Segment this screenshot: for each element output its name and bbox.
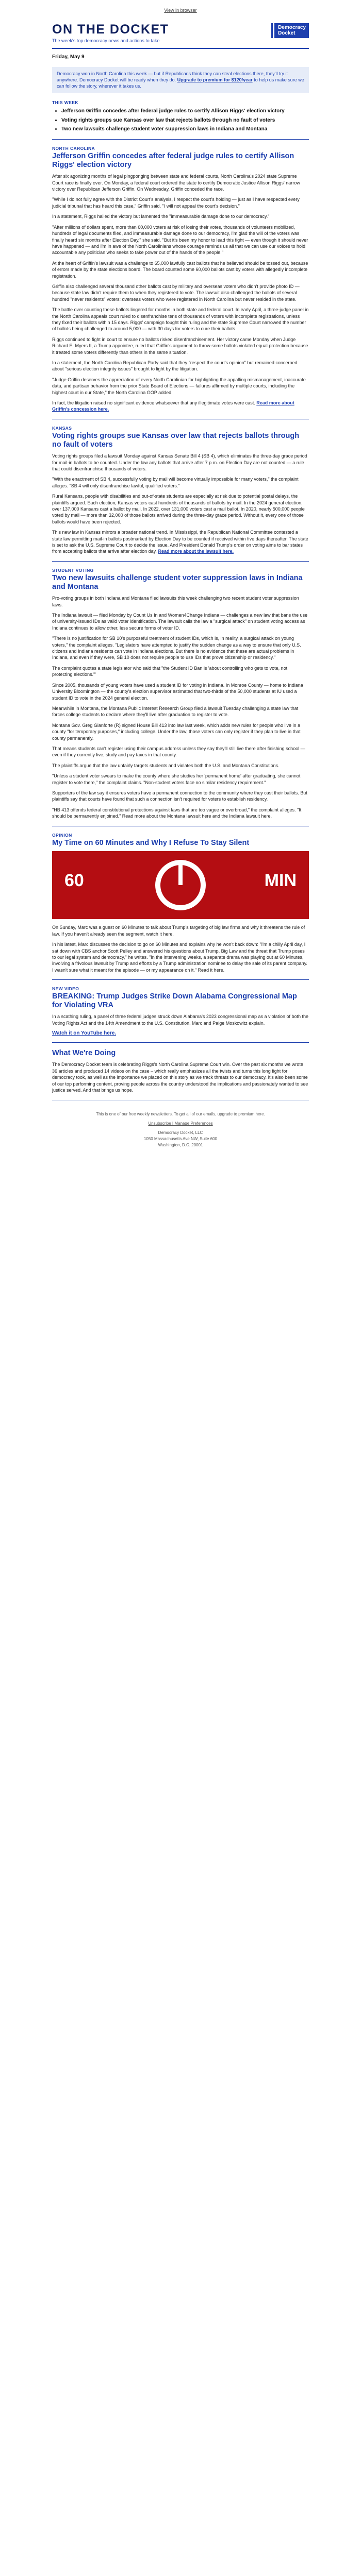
header [52, 23, 309, 43]
story-title[interactable]: Jefferson Griffin concedes after federal judge rules to certify Allison Riggs' election victory [52, 151, 294, 169]
paragraph: "There is no justification for SB 10's purposeful treatment of student IDs, which is, in reality, a surgical attack on young voters," the complaint alleges. "Legislators have attempted to justify the sudden change as a way to ensure that only U.S. citizens and Indiana residents can vote in Indiana elections. But there is no evidence that these are actual problems in Indiana, and even if they were, SB 10 does not require people to use IDs that prove citizenship or residency." [52, 636, 301, 660]
paragraph: Riggs continued to fight in court to ensure no ballots risked disenfranchisement. Her victory came Monday when Judge Richard E. Myers II, a Trump appointee, ruled that Griffin's argument to throw some ballots violated equal protection because it treated some voters differently than others in the same situation. [52, 336, 308, 355]
divider [52, 979, 309, 980]
divider [52, 1042, 309, 1043]
story-title[interactable]: Voting rights groups sue Kansas over law that rejects ballots through no fault of voters [52, 431, 300, 449]
story-tag: NEW VIDEO [52, 986, 79, 992]
footer-note: This is one of our free weekly newsletters. To get all of our emails, upgrade to premium here. [96, 1112, 265, 1117]
story-tag: STUDENT VOTING [52, 567, 94, 573]
paragraph: "Unless a student voter swears to make the county where she studies her 'permanent home' after graduating, she cannot register to vote there," the complaint claims. "Non-student voters face no similar residency requirement." [52, 773, 301, 785]
paragraph: "After millions of dollars spent, more than 60,000 voters at risk of losing their votes, thousands of volunteers mobilized, hundreds of legal documents filed, and immeasurable damage done to our democracy, I'm glad the will of the voters was finally heard six months after Election Day," she said. "But it's been my honor to lead this fight — even though it should never have happened — and I'm in awe of the North Carolinians whose courage reminds us all that we can use our voices to hold accountable any politician who seeks to take power out of the hands of the people." [52, 224, 308, 256]
paragraph: "HB 413 offends federal constitutional protections against laws that are too vague or overbroad," the complaint alleges. "It should be permanently enjoined." Read more about the Montana lawsuit here and the Indiana lawsuit here. [52, 807, 302, 819]
intro-text: Democracy won in North Carolina this week — but if Republicans think they can steal elections there, they'll try it anywhere. Democracy Docket will be ready when they do. [57, 71, 288, 83]
footer-divider [52, 1100, 309, 1101]
watch-youtube-link[interactable]: Watch it on YouTube here. [52, 1030, 117, 1037]
story-title[interactable]: Two new lawsuits challenge student voter suppression laws in Indiana and Montana [52, 573, 303, 591]
paragraph: In a statement, the North Carolina Republican Party said that they "respect the court's opinion" but remained concerned about "serious election integrity issues" brought to light by the litigation. [52, 360, 298, 372]
story-video [52, 986, 309, 1036]
paragraph: The Indiana lawsuit — filed Monday by Count Us In and Women4Change Indiana — challenges a new law that bans the use of university-issued IDs as valid voter identification. The lawsuit calls the law a "surgical attack" on student voting access as Indiana continues to allow other, less secure forms of voter ID. [52, 613, 308, 631]
paragraph: Meanwhile in Montana, the Montana Public Interest Research Group filed a lawsuit Tuesday challenging a state law that forces college students to declare where they'll live after graduation to register to vote. [52, 705, 299, 718]
story-title[interactable]: BREAKING: Trump Judges Strike Down Alabama Congressional Map for Violating VRA [52, 992, 297, 1009]
paragraph-text: In fact, the litigation raised no significant evidence whatsoever that any illegitimate votes were cast. [52, 400, 255, 406]
intro-text2: to help us make sure we can follow the story, wherever it takes us. [57, 77, 304, 89]
stopwatch-hand [178, 865, 183, 885]
paragraph-text: This new law in Kansas mirrors a broader national trend. In Mississippi, the Republican National Committee contested a state law permitting mail-in ballots postmarked by Election Day to be counted if received within five days thereafter. The state is set to ask the U.S. Supreme Court to decide the issue. And President Donald Trump's order on voting aims to bar states from accepting ballots that arrive after election day. [52, 530, 308, 554]
header-divider [52, 48, 309, 49]
hero-text-right: MIN [264, 871, 297, 891]
paragraph: Voting rights groups filed a lawsuit Monday against Kansas Senate Bill 4 (SB 4), which eliminates the three-day grace period for mail-in ballots to be counted. Under the law any ballots that arrive after 7 p.m. on Election Day are not counted — a rule that could disenfranchise thousands of voters. [52, 453, 307, 472]
this-week-label: THIS WEEK [52, 100, 78, 106]
story-tag: OPINION [52, 832, 72, 838]
read-more-link[interactable]: Read more about the lawsuit here. [158, 549, 234, 554]
paragraph: Montana Gov. Greg Gianforte (R) signed House Bill 413 into law last week, which adds new rules for people who live in a county "for temporary purposes," including college. Under the law, those voters can only register if they plan to live in that county permanently. [52, 722, 301, 741]
divider [52, 139, 309, 140]
story-north-carolina [52, 146, 309, 413]
story-opinion [52, 833, 309, 974]
paragraph: In a scathing ruling, a panel of three federal judges struck down Alabama's 2023 congressional map as a violation of both the Voting Rights Act and the 14th Amendment to the U.S. Constitution. Marc and Paige Moskowitz explain. [52, 1014, 309, 1026]
masthead: ON THE DOCKET [52, 22, 169, 37]
paragraph: Rural Kansans, people with disabilities and out-of-state students are especially at risk due to potential postal delays, the plaintiffs argued. Each election, Kansas voters cast hundreds of thousands of ballots by mail. In the 2024 general election, over 137,000 Kansans cast a ballot by mail. In 2022, over 131,000 voters cast a mail ballot. In 2020, nearly 500,000 people voted by mail — more than 32,000 of those ballots arrived during the three-day grace period. Without it, every one of those ballots would have been rejected. [52, 494, 305, 524]
paragraph: At the heart of Griffin's lawsuit was a challenge to 65,000 lawfully cast ballots that he believed should be tossed out, because of errors made by the state elections board. The board counted some 60,000 ballots cast by voters with allegedly incomplete registration. [52, 260, 308, 279]
footer-address-3: Washington, D.C. 20001 [158, 1143, 203, 1148]
paragraph: That means students can't register using their campus address unless they say they'll still live there after finishing school — even if they currently live, study and pay taxes in that county. [52, 745, 305, 758]
issue-date: Friday, May 9 [52, 54, 85, 60]
paragraph: In a statement, Riggs hailed the victory but lamented the "immeasurable damage done to our democracy." [52, 214, 270, 219]
view-in-browser-link[interactable]: View in browser [164, 8, 197, 13]
story-title[interactable]: My Time on 60 Minutes and Why I Refuse To Stay Silent [52, 838, 250, 847]
upgrade-premium-link[interactable]: Upgrade to premium for $120/year [177, 77, 253, 83]
sixty-minutes-hero-image[interactable] [52, 851, 309, 919]
intro-box [52, 67, 309, 93]
paragraph: The complaint quotes a state legislator who said that "the Student ID Ban is 'about controlling who gets to vote, not protecting elections.'" [52, 665, 288, 677]
story-tag: NORTH CAROLINA [52, 145, 95, 151]
logo-line1: Democracy [278, 25, 306, 30]
footer [52, 1111, 309, 1148]
paragraph: In his latest, Marc discusses the decision to go on 60 Minutes and explains why he won't back down: "I'm a chilly April day, I sat down with CBS anchor Scott Pelley and answered his questions about Trump, Big Law and the threat that Trump poses to our legal system and democracy," he writes. "In the intervening weeks, a separate drama was playing out at 60 Minutes, involving a frivolous lawsuit by Trump and efforts by a Trump administration nominee to delay the sale of its parent company. I wasn't sure what it meant for the episode — or my appearance on it." Read it here. [52, 942, 307, 973]
paragraph: On Sunday, Marc was a guest on 60 Minutes to talk about Trump's targeting of big law firms and why it threatens the rule of law. If you haven't already seen the segment, watch it here. [52, 925, 305, 937]
what-were-doing [52, 1049, 309, 1093]
unsubscribe-links[interactable]: Unsubscribe | Manage Preferences [148, 1121, 213, 1126]
paragraph: The plaintiffs argue that the law unfairly targets students and violates both the U.S. and Montana Constitutions. [52, 762, 280, 768]
paragraph: "While I do not fully agree with the District Court's analysis, I respect the court's holding — just as I have respected every judicial tribunal that has heard this case," Griffin said. "I will not appeal the court's decision." [52, 197, 300, 209]
section-title: What We're Doing [52, 1049, 116, 1058]
paragraph: "Judge Griffin deserves the appreciation of every North Carolinian for highlighting the appalling mismanagement, inaccurate data, and partisan behavior from the prior State Board of Elections — failures affirmed by multiple courts, including the highest court in our State," the North Carolina GOP added. [52, 377, 306, 395]
paragraph: The battle over counting these ballots lingered for months in both state and federal court. In early April, a three-judge panel in the North Carolina appeals court ruled to disenfranchise tens of thousands of voters with incomplete registrations, unless they fixed their ballots within 15 days. Riggs' campaign fought this ruling and the state Supreme Court narrowed the number of ballots being challenged to around 5,000 — with 30 days for voters to cure their ballots. [52, 307, 309, 332]
footer-address-2: 1050 Massachusetts Ave NW, Suite 600 [143, 1137, 218, 1142]
story-kansas [52, 426, 309, 555]
paragraph: Since 2005, thousands of young voters have used a student ID for voting in Indiana. In Monroe County — home to Indiana University Bloomington — the county's election supervisor estimated that two-thirds of the 50,000 students at IU used a student ID to vote in the 2024 general election. [52, 682, 303, 701]
toc-item[interactable]: • Two new lawsuits challenge student voter suppression laws in Indiana and Montana [61, 126, 309, 133]
read-more-link[interactable]: Read more about Griffin's concession here. [52, 400, 294, 412]
paragraph [52, 400, 309, 413]
paragraph [52, 529, 309, 555]
paragraph: Griffin also challenged several thousand other ballots cast by military and overseas voters who didn't provide photo ID — because state law didn't require them to when they registered to vote. The lawsuit also challenged the ballots of several hundred "never residents" voters: overseas voters who were registered in North Carolina but never resided in the state. [52, 283, 300, 302]
this-week-list [52, 108, 309, 133]
paragraph: The Democracy Docket team is celebrating Riggs's North Carolina Supreme Court win. Over the past six months we wrote 36 articles and produced 14 videos on the case – which really emphasizes all the twists and turns this long fight for democracy took, as well as the importance we placed on this story as we track threats to our democracy. It's also been some of our top performing content, proving people across the country understood the implications and passionately wanted to see justice served. And that brings us hope. [52, 1062, 308, 1093]
toc-item[interactable]: • Voting rights groups sue Kansas over law that rejects ballots through no fault of voters [61, 117, 309, 124]
divider [52, 561, 309, 562]
newsletter [52, 0, 309, 1148]
story-student-voting [52, 568, 309, 820]
story-tag: KANSAS [52, 425, 72, 431]
paragraph: Pro-voting groups in both Indiana and Montana filed lawsuits this week challenging two recent student voter suppression laws. [52, 596, 299, 607]
tagline: The week's top democracy news and actions to take [52, 38, 160, 43]
paragraph: "With the enactment of SB 4, successfully voting by mail will become virtually impossible for many voters," the complaint alleges. "SB 4 will only disenfranchise lawful, qualified voters." [52, 477, 299, 488]
democracy-docket-logo[interactable] [273, 23, 309, 38]
toc-item[interactable]: • Jefferson Griffin concedes after federal judge rules to certify Allison Riggs' election victory [61, 108, 309, 115]
logo-line2: Docket [278, 30, 296, 36]
hero-text-left: 60 [64, 871, 84, 891]
paragraph: After six agonizing months of legal pingponging between state and federal courts, North Carolina's 2024 state Supreme Court race is finally over. On Monday, a federal court ordered the state to certify Democratic Justice Allison Riggs' narrow victory over Republican Jefferson Griffin. On Wednesday, Griffin conceded the race. [52, 174, 300, 192]
paragraph: Supporters of the law say it ensures voters have a permanent connection to the community where they cast their ballots. But plaintiffs say that courts have found that such a connection isn't required for voters to establish residency. [52, 790, 307, 802]
footer-address-1: Democracy Docket, LLC [158, 1130, 203, 1136]
